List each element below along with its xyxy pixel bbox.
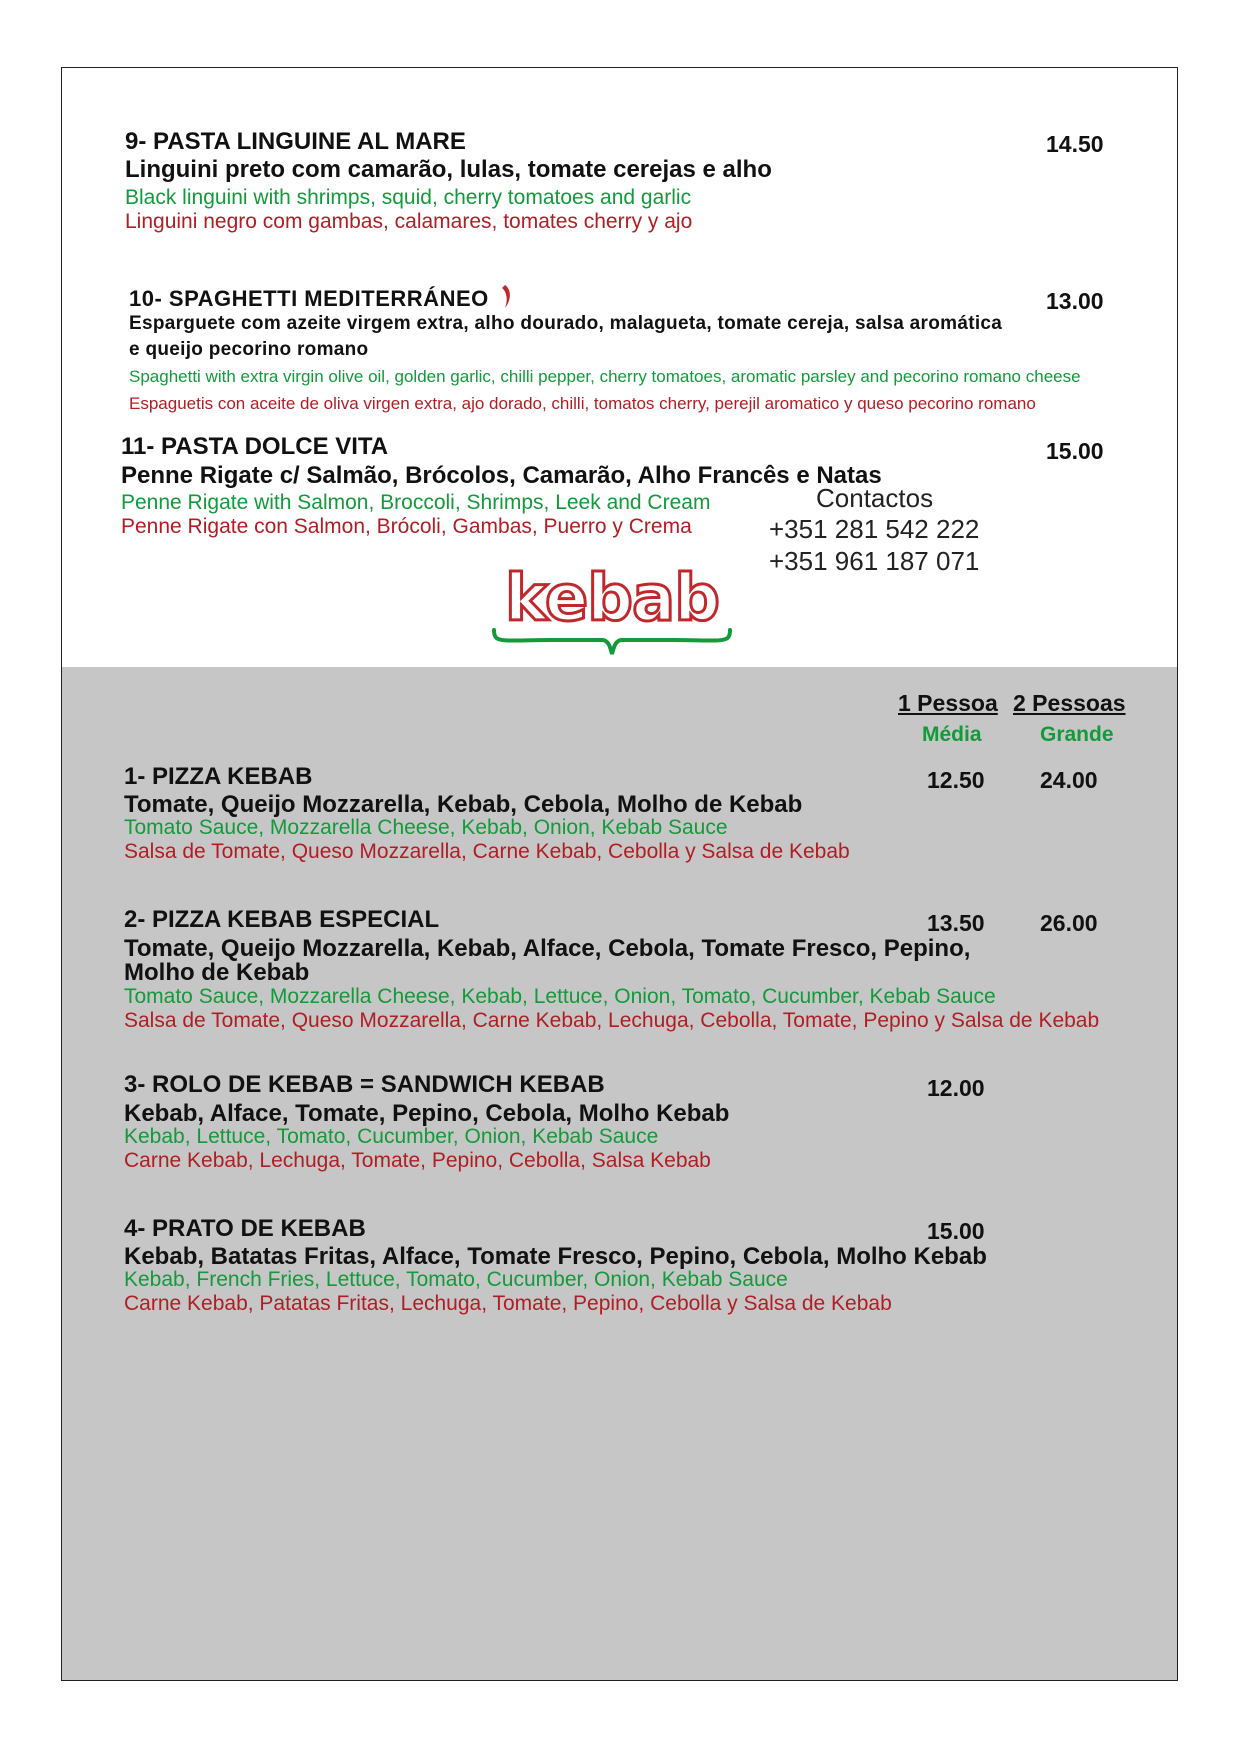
menu-page [61, 67, 1178, 1681]
contact-phone[interactable]: +351 281 542 222 [769, 514, 980, 544]
item-description-es: Salsa de Tomate, Queso Mozzarella, Carne Kebab, Lechuga, Cebolla, Tomate, Pepino y Salsa de Kebab [124, 1009, 1100, 1032]
column-header-1-person: 1 Pessoa [898, 690, 998, 716]
item-title: 1- PIZZA KEBAB [124, 763, 313, 790]
item-description-es: Salsa de Tomate, Queso Mozzarella, Carne Kebab, Cebolla y Salsa de Kebab [124, 840, 850, 863]
item-title: 3- ROLO DE KEBAB = SANDWICH KEBAB [124, 1071, 605, 1098]
item-description-en: Kebab, French Fries, Lettuce, Tomato, Cucumber, Onion, Kebab Sauce [124, 1268, 788, 1291]
item-price: 14.50 [1046, 131, 1104, 157]
item-description-es: Carne Kebab, Lechuga, Tomate, Pepino, Cebolla, Salsa Kebab [124, 1149, 711, 1172]
item-title: 11- PASTA DOLCE VITA [121, 433, 389, 460]
item-description-pt: Linguini preto com camarão, lulas, tomate cerejas e alho [125, 156, 772, 183]
contacts-title: Contactos [816, 483, 934, 513]
item-title: 4- PRATO DE KEBAB [124, 1215, 366, 1242]
column-header-2-persons: 2 Pessoas [1013, 690, 1126, 716]
item-description-es: Espaguetis con aceite de oliva virgen extra, ajo dorado, chilli, tomatos cherry, perejil aromatico y queso pecorino romano [129, 394, 1036, 413]
item-price-medium: 12.00 [927, 1075, 985, 1101]
column-subheader-medium: Média [922, 723, 982, 746]
item-description-pt: Tomate, Queijo Mozzarella, Kebab, Cebola, Molho de Kebab [124, 791, 803, 818]
item-description-es: Carne Kebab, Patatas Fritas, Lechuga, Tomate, Pepino, Cebolla y Salsa de Kebab [124, 1292, 892, 1315]
item-title-text: 10- SPAGHETTI MEDITERRÁNEO [129, 286, 489, 311]
item-price-large: 24.00 [1040, 767, 1098, 793]
kebab-logo [482, 558, 742, 658]
item-description-en: Tomato Sauce, Mozzarella Cheese, Kebab, Lettuce, Onion, Tomato, Cucumber, Kebab Sauce [124, 985, 996, 1008]
chilli-pepper-icon [499, 284, 515, 310]
contact-phone[interactable]: +351 961 187 071 [769, 546, 980, 576]
item-description-pt: Kebab, Alface, Tomate, Pepino, Cebola, Molho Kebab [124, 1100, 730, 1127]
item-title [129, 284, 515, 312]
column-subheader-large: Grande [1040, 723, 1114, 746]
item-price: 15.00 [1046, 438, 1104, 464]
item-description-en: Black linguini with shrimps, squid, cherry tomatoes and garlic [125, 186, 692, 209]
item-description-pt: Tomate, Queijo Mozzarella, Kebab, Alface, Cebola, Tomate Fresco, Pepino, [124, 935, 971, 962]
item-price-medium: 12.50 [927, 767, 985, 793]
item-title: 9- PASTA LINGUINE AL MARE [125, 128, 466, 155]
item-description-pt: Kebab, Batatas Fritas, Alface, Tomate Fresco, Pepino, Cebola, Molho Kebab [124, 1243, 987, 1270]
item-description-pt-continued: Molho de Kebab [124, 959, 310, 986]
item-description-en: Tomato Sauce, Mozzarella Cheese, Kebab, Onion, Kebab Sauce [124, 816, 728, 839]
item-description-en: Kebab, Lettuce, Tomato, Cucumber, Onion, Kebab Sauce [124, 1125, 659, 1148]
item-description-en: Penne Rigate with Salmon, Broccoli, Shrimps, Leek and Cream [121, 491, 711, 514]
item-description-pt: Penne Rigate c/ Salmão, Brócolos, Camarão, Alho Francês e Natas [121, 462, 882, 489]
item-price: 13.00 [1046, 288, 1104, 314]
item-description-en: Spaghetti with extra virgin olive oil, golden garlic, chilli pepper, cherry tomatoes, aromatic parsley and pecorino romano cheese [129, 367, 1081, 386]
item-description-pt: Esparguete com azeite virgem extra, alho dourado, malagueta, tomate cereja, salsa aromática [129, 313, 1003, 334]
item-description-es: Linguini negro com gambas, calamares, tomates cherry y ajo [125, 210, 693, 233]
item-price-medium: 13.50 [927, 910, 985, 936]
item-title: 2- PIZZA KEBAB ESPECIAL [124, 906, 440, 933]
item-price-large: 26.00 [1040, 910, 1098, 936]
kebab-section [62, 667, 1177, 1680]
item-description-pt-continued: e queijo pecorino romano [129, 339, 369, 360]
kebab-logo-text: kebab [504, 562, 720, 636]
item-price-medium: 15.00 [927, 1218, 985, 1244]
item-description-es: Penne Rigate con Salmon, Brócoli, Gambas, Puerro y Crema [121, 515, 692, 538]
